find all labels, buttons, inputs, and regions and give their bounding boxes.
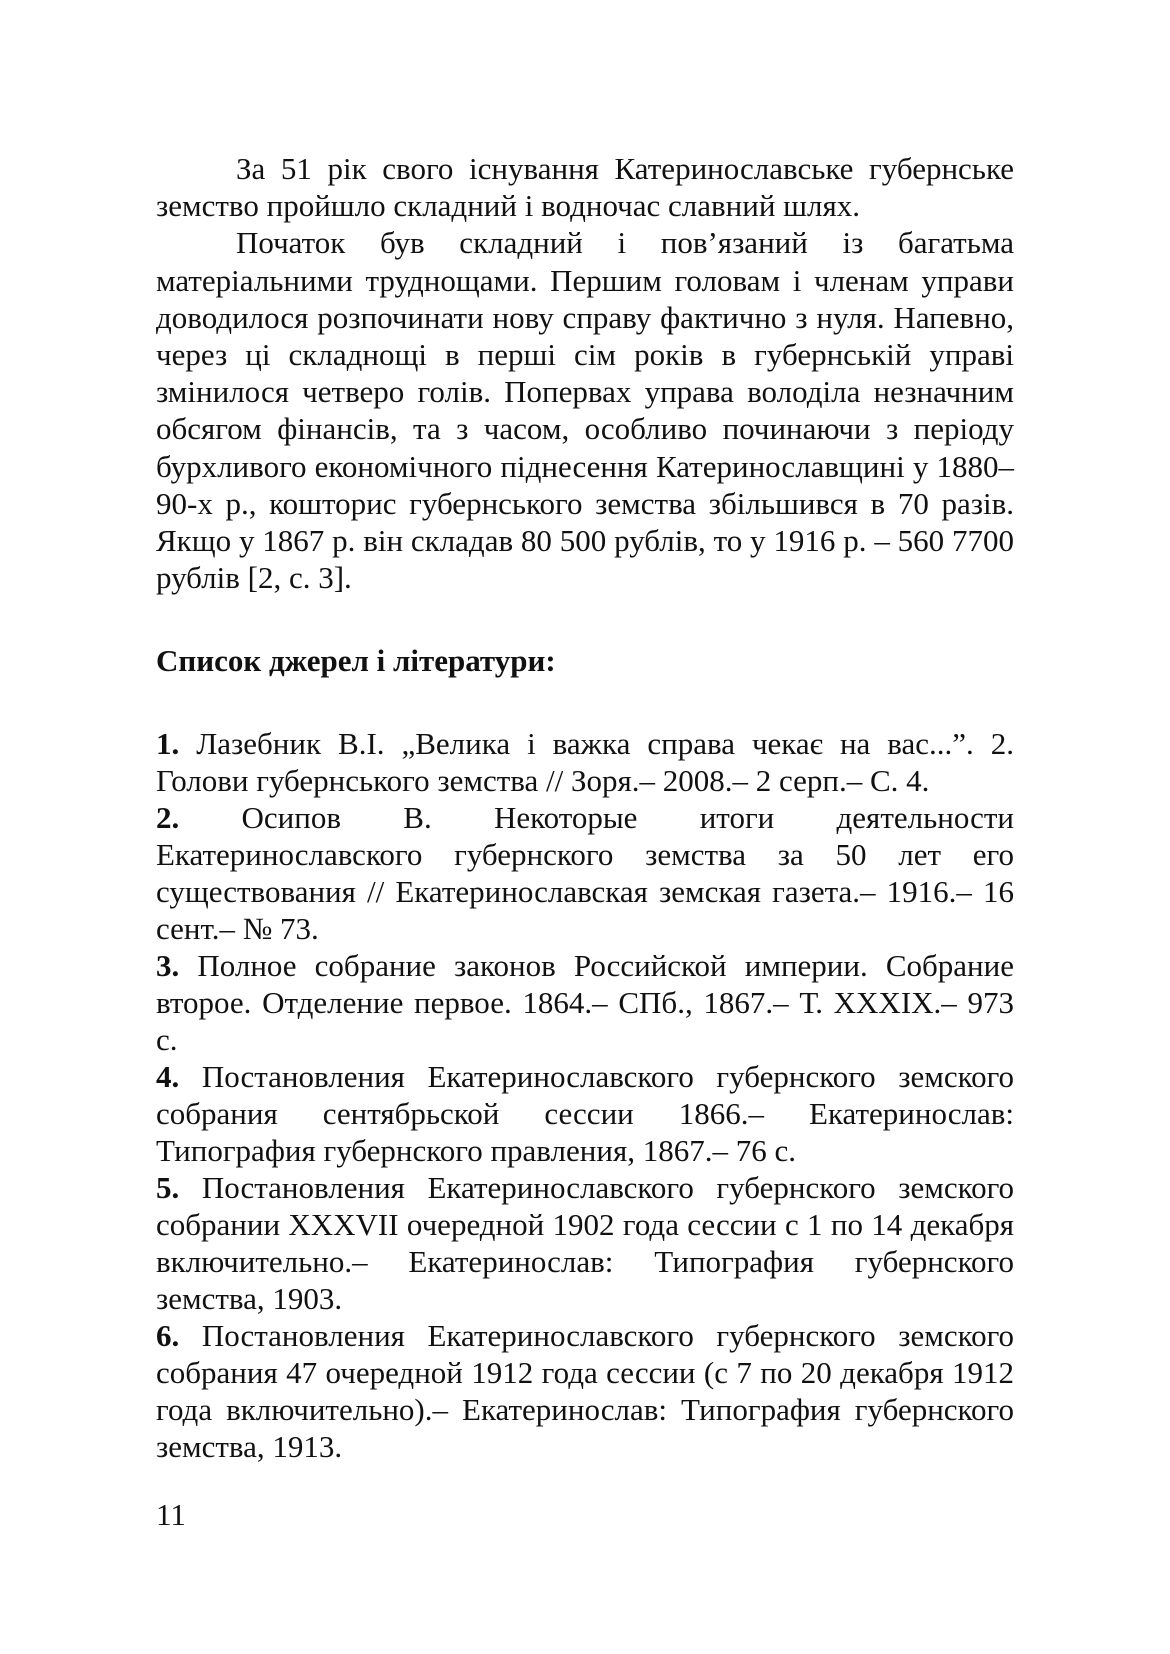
reference-item bbox=[156, 799, 1014, 947]
reference-item bbox=[156, 725, 1014, 799]
references-list bbox=[156, 725, 1014, 1465]
reference-text: Осипов В. Некоторые итоги деятельности Екатеринославского губернского земства за 50 лет его существования // Екатеринославская земская газета.– 1916.– 16 сент.– № 73. bbox=[156, 800, 1014, 947]
reference-number: 2. bbox=[156, 800, 180, 836]
reference-item bbox=[156, 1169, 1014, 1317]
reference-text: Лазебник В.І. „Велика і важка справа чекає на вас...”. 2. Голови губернського земства // Зоря.– 2008.– 2 серп.– С. 4. bbox=[156, 726, 1014, 799]
reference-text: Постановления Екатеринославского губернского земского собрания 47 очередной 1912 года сессии (с 7 по 20 декабря 1912 года включительно).– Екатеринослав: Типография губернского земства, 1913. bbox=[156, 1318, 1015, 1465]
page-body bbox=[156, 150, 1014, 1465]
reference-number: 5. bbox=[156, 1170, 180, 1206]
reference-number: 1. bbox=[156, 726, 180, 762]
references-heading: Список джерел і літератури: bbox=[156, 643, 556, 679]
reference-item bbox=[156, 1317, 1014, 1465]
paragraph-intro: За 51 рік свого існування Катеринославське губернське земство пройшло складний і водночас славний шлях. bbox=[156, 151, 1014, 224]
reference-item bbox=[156, 947, 1014, 1058]
page-number: 11 bbox=[156, 1497, 186, 1532]
reference-text: Постановления Екатеринославского губернского земского собрания сентябрьской сессии 1866.– Екатеринослав: Типография губернского правления, 1867.– 76 с. bbox=[156, 1059, 1015, 1169]
reference-text: Постановления Екатеринославского губернского земского собрании XXXVII очередной 1902 года сессии с 1 по 14 декабря включительно.– Екатеринослав: Типография губернского земства, 1903. bbox=[156, 1170, 1015, 1317]
reference-number: 3. bbox=[156, 948, 180, 984]
reference-text: Полное собрание законов Российской империи. Собрание второе. Отделение первое. 1864.– СПб., 1867.– Т. XXXIX.– 973 с. bbox=[156, 948, 1014, 1058]
reference-number: 6. bbox=[156, 1318, 180, 1354]
reference-item bbox=[156, 1058, 1014, 1169]
reference-number: 4. bbox=[156, 1059, 180, 1095]
paragraph-history: Початок був складний і пов’язаний із багатьма матеріальними труднощами. Першим головам і членам управи доводилося розпочинати нову справу фактично з нуля. Напевно, через ці складнощі в перші сім років в губернській управі змінилося четверо голів. Попервах управа володіла незначним обсягом фінансів, та з часом, особливо починаючи з періоду бурхливого економічного піднесення Катеринославщині у 1880–90-х р., кошторис губернського земства збільшився в 70 разів. Якщо у 1867 р. він складав 80 500 рублів, то у 1916 р. – 560 7700 рублів [2, с. 3]. bbox=[156, 225, 1014, 596]
